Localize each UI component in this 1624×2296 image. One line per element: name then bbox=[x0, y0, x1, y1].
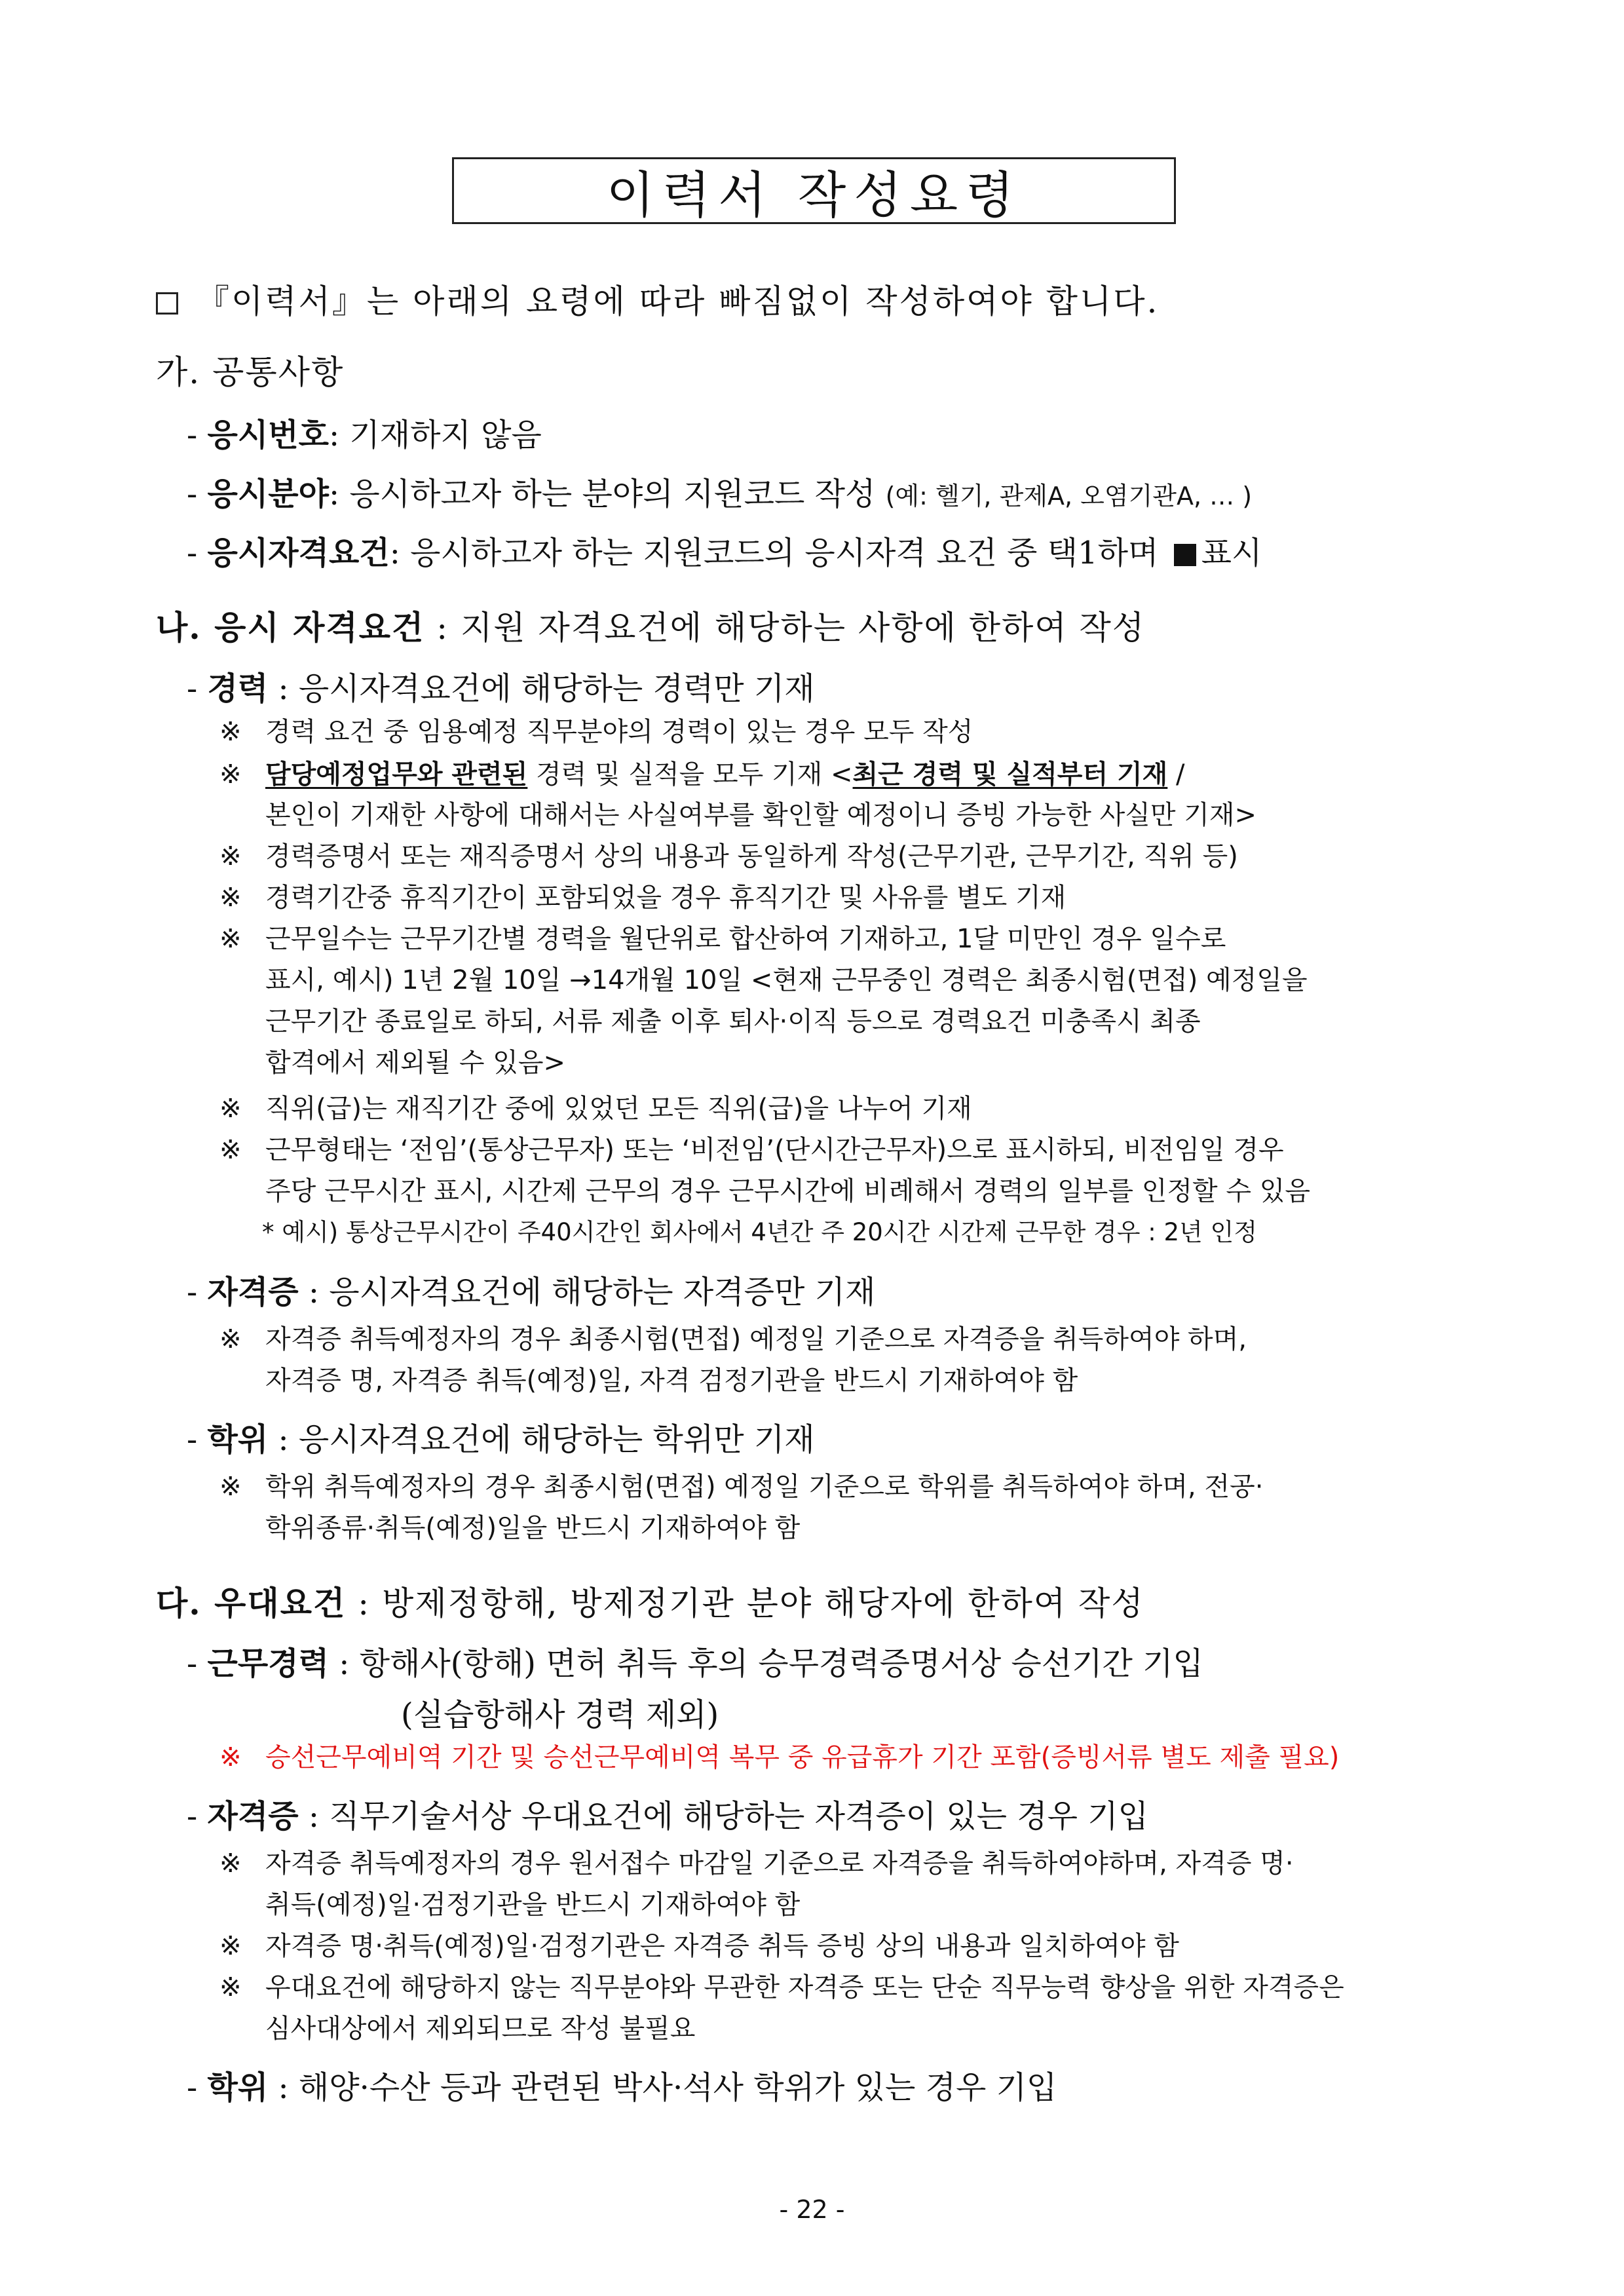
checkbox-icon bbox=[156, 292, 178, 315]
intro-line bbox=[156, 275, 1159, 322]
career-note-7-example: * 예시) 통상근무시간이 주40시간인 회사에서 4년간 주 20시간 시간제 근무한 경우 : 2년 인정 bbox=[262, 1218, 1258, 1246]
career-note-4: ※ 경력기간중 휴직기간이 포함되었을 경우 휴직기간 및 사유를 별도 기재 bbox=[219, 883, 1067, 913]
item-exam-requirement: - 응시자격요건: 응시하고자 하는 지원코드의 응시자격 요건 중 택1하며 표시 bbox=[187, 535, 1262, 571]
pref-cert-note-1: ※ 자격증 취득예정자의 경우 원서접수 마감일 기준으로 자격증을 취득하여야하며, 자격증 명· bbox=[219, 1848, 1294, 1879]
career-note-2: ※ 담당예정업무와 관련된 경력 및 실적을 모두 기재 <최근 경력 및 실적부터 기재 / bbox=[219, 759, 1185, 790]
career-note-7: ※ 근무형태는 ‘전임’(통상근무자) 또는 ‘비전임’(단시간근무자)으로 표시하되, 비전임일 경우 bbox=[219, 1135, 1284, 1165]
career-note-5-cont-3: 합격에서 제외될 수 있음> bbox=[265, 1048, 566, 1078]
item-degree: - 학위 : 응시자격요건에 해당하는 학위만 기재 bbox=[187, 1421, 815, 1458]
filled-square-icon bbox=[1174, 544, 1196, 566]
career-note-2-cont: 본인이 기재한 사항에 대해서는 사실여부를 확인할 예정이니 증빙 가능한 사실만 기재> bbox=[265, 800, 1257, 830]
section-c-heading: 다. 우대요건 : 방제정항해, 방제정기관 분야 해당자에 한하여 작성 bbox=[156, 1584, 1144, 1622]
pref-cert-note-2: ※ 자격증 명·취득(예정)일·검정기관은 자격증 취득 증빙 상의 내용과 일치하여야 함 bbox=[219, 1931, 1179, 1961]
page-title: 이력서 작성요령 bbox=[606, 165, 1022, 224]
career-note-3: ※ 경력증명서 또는 재직증명서 상의 내용과 동일하게 작성(근무기관, 근무기간, 직위 등) bbox=[219, 841, 1238, 871]
career-note-6: ※ 직위(급)는 재직기간 중에 있었던 모든 직위(급)을 나누어 기재 bbox=[219, 1094, 972, 1124]
section-a-heading: 가. 공통사항 bbox=[156, 353, 345, 391]
career-note-5-cont-1: 표시, 예시) 1년 2월 10일 →14개월 10일 <현재 근무중인 경력은 최종시험(면접) 예정일을 bbox=[265, 965, 1308, 995]
cert-note-1-cont: 자격증 명, 자격증 취득(예정)일, 자격 검정기관을 반드시 기재하여야 함 bbox=[265, 1366, 1078, 1396]
section-b-heading: 나. 응시 자격요건 : 지원 자격요건에 해당하는 사항에 한하여 작성 bbox=[156, 608, 1146, 647]
item-exam-number: - 응시번호: 기재하지 않음 bbox=[187, 417, 542, 453]
item-preferred-degree: - 학위 : 해양·수산 등과 관련된 박사·석사 학위가 있는 경우 기입 bbox=[187, 2069, 1057, 2106]
career-note-5: ※ 근무일수는 근무기간별 경력을 월단위로 합산하여 기재하고, 1달 미만인 경우 일수로 bbox=[219, 924, 1226, 954]
career-note-1: ※ 경력 요건 중 임용예정 직무분야의 경력이 있는 경우 모두 작성 bbox=[219, 717, 973, 747]
page-number: - 22 - bbox=[779, 2195, 845, 2224]
item-work-experience: - 근무경력 : 항해사(항해) 면허 취득 후의 승무경력증명서상 승선기간 기입 bbox=[187, 1645, 1203, 1682]
work-experience-cont: (실습항해사 경력 제외) bbox=[401, 1696, 719, 1733]
item-preferred-certificate: - 자격증 : 직무기술서상 우대요건에 해당하는 자격증이 있는 경우 기입 bbox=[187, 1798, 1149, 1835]
pref-cert-note-3-cont: 심사대상에서 제외되므로 작성 불필요 bbox=[265, 2014, 696, 2044]
cert-note-1: ※ 자격증 취득예정자의 경우 최종시험(면접) 예정일 기준으로 자격증을 취득하여야 하며, bbox=[219, 1324, 1247, 1354]
degree-note-1: ※ 학위 취득예정자의 경우 최종시험(면접) 예정일 기준으로 학위를 취득하여야 하며, 전공· bbox=[219, 1472, 1264, 1502]
title-box bbox=[452, 157, 1176, 224]
item-career: - 경력 : 응시자격요건에 해당하는 경력만 기재 bbox=[187, 670, 815, 707]
item-certificate: - 자격증 : 응시자격요건에 해당하는 자격증만 기재 bbox=[187, 1274, 876, 1311]
pref-cert-note-3: ※ 우대요건에 해당하지 않는 직무분야와 무관한 자격증 또는 단순 직무능력 향상을 위한 자격증은 bbox=[219, 1972, 1344, 2002]
degree-note-1-cont: 학위종류·취득(예정)일을 반드시 기재하여야 함 bbox=[265, 1513, 801, 1543]
career-note-7-cont: 주당 근무시간 표시, 시간제 근무의 경우 근무시간에 비례해서 경력의 일부를 인정할 수 있음 bbox=[265, 1176, 1310, 1206]
career-note-5-cont-2: 근무기간 종료일로 하되, 서류 제출 이후 퇴사·이직 등으로 경력요건 미충족시 최종 bbox=[265, 1006, 1201, 1037]
work-note-red: ※ 승선근무예비역 기간 및 승선근무예비역 복무 중 유급휴가 기간 포함(증빙서류 별도 제출 필요) bbox=[219, 1742, 1340, 1772]
item-exam-field: - 응시분야: 응시하고자 하는 분야의 지원코드 작성 (예: 헬기, 관제A, 오염기관A, … ) bbox=[187, 476, 1253, 512]
intro-text: 『이력서』는 아래의 요령에 따라 빠짐없이 작성하여야 합니다. bbox=[197, 282, 1160, 320]
pref-cert-note-1-cont: 취득(예정)일·검정기관을 반드시 기재하여야 함 bbox=[265, 1890, 801, 1920]
